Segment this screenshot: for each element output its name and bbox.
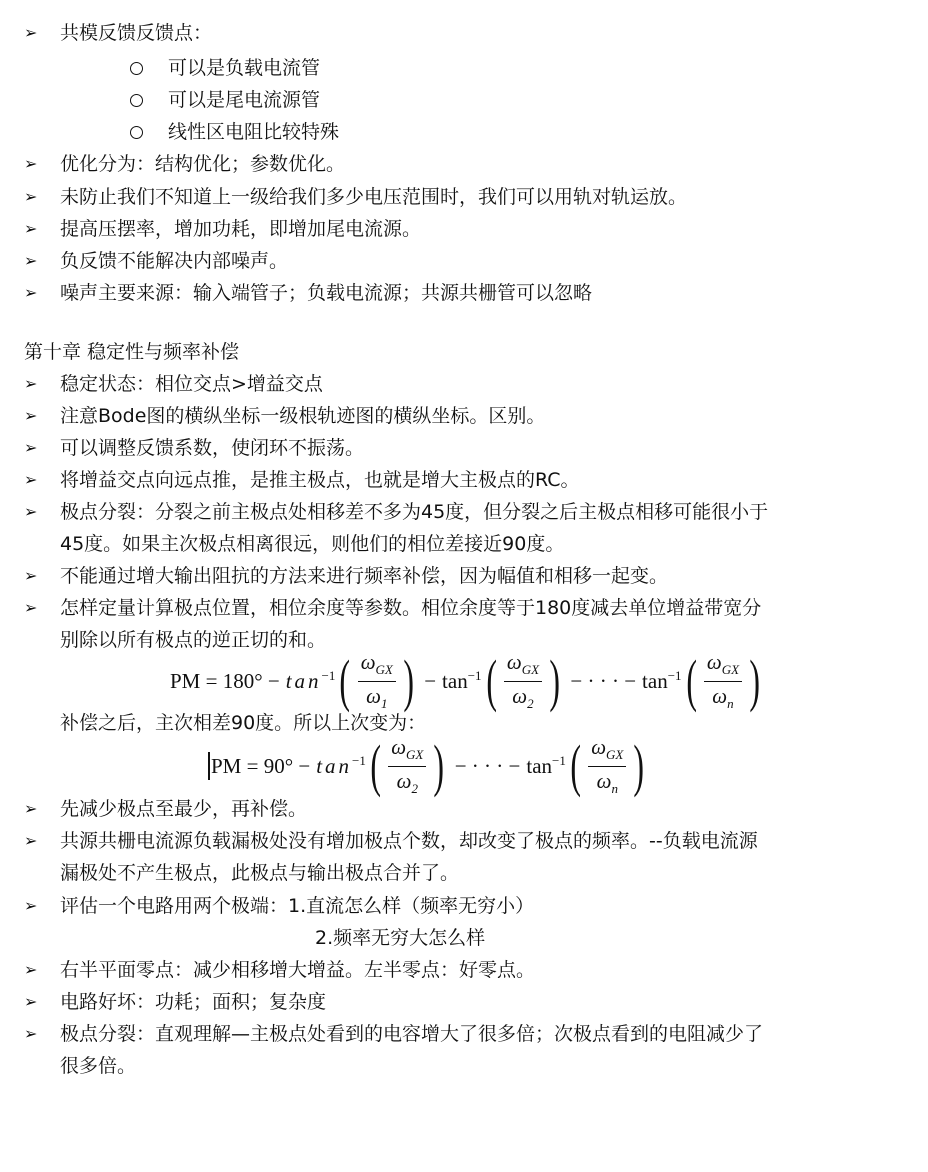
arrow-bullet-icon: ➢ (24, 992, 38, 1011)
fraction: $\frac{\omega_{GX}}{\omega_n}$ (588, 735, 626, 796)
arrow-bullet-icon: ➢ (24, 23, 38, 42)
fraction: $\frac{\omega_{GX}}{\omega_2}$ (388, 735, 426, 796)
bullet-text: 稳定状态：相位交点>增益交点 (60, 373, 323, 395)
arrow-bullet-icon: ➢ (24, 896, 38, 915)
bullet-text: 注意Bode图的横纵坐标一级根轨迹图的横纵坐标。区别。 (60, 405, 546, 427)
arrow-bullet-icon: ➢ (24, 187, 38, 206)
chapter-title: 第十章 稳定性与频率补偿 (24, 341, 240, 363)
arrow-bullet-icon: ➢ (24, 960, 38, 979)
circle-bullet-icon (130, 62, 143, 75)
arrow-bullet-icon: ➢ (24, 831, 38, 850)
arrow-bullet-icon: ➢ (24, 438, 38, 457)
fraction: $\frac{\omega_{GX}}{\omega_n}$ (704, 650, 742, 711)
arrow-bullet-icon: ➢ (24, 1024, 38, 1043)
phase-margin-formula: PM = 180° − $\tan^{-1}$ ( $\frac{\omega_{GX}}{\omega_1}$ ) − $\tan^{-1}$ ( $\frac{\omega_{GX}}{\omega_2}$ ) − · · · − $\tan^{-1}$ ( $\frac{\omega_{GX}}{\omega_n}$ ) (170, 648, 761, 713)
bullet-text: 右半平面零点：减少相移增大增益。左半零点：好零点。 (60, 959, 536, 981)
arrow-bullet-icon: ➢ (24, 219, 38, 238)
bullet-text: 电路好坏：功耗；面积；复杂度 (60, 991, 327, 1013)
arrow-bullet-icon: ➢ (24, 598, 38, 617)
bullet-text: 共源共栅电流源负载漏极处没有增加极点个数，却改变了极点的频率。--负载电流源 (60, 830, 758, 852)
bullet-text: 漏极处不产生极点，此极点与输出极点合并了。 (60, 862, 460, 884)
sub-bullet-text: 可以是负载电流管 (168, 57, 321, 79)
bullet-text: 怎样定量计算极点位置，相位余度等参数。相位余度等于180度减去单位增益带宽分 (60, 597, 762, 619)
arrow-bullet-icon: ➢ (24, 799, 38, 818)
bullet-text: 负反馈不能解决内部噪声。 (60, 250, 289, 272)
formula-lhs: PM = 90° − (211, 753, 311, 778)
arrow-bullet-icon: ➢ (24, 470, 38, 489)
bullet-text: 极点分裂：分裂之前主极点处相移差不多为45度，但分裂之后主极点相移可能很小于 (60, 501, 769, 523)
arrow-bullet-icon: ➢ (24, 154, 38, 173)
bullet-text: 极点分裂：直观理解—主极点处看到的电容增大了很多倍；次极点看到的电阻减少了 (60, 1023, 764, 1045)
circle-bullet-icon (130, 126, 143, 139)
bullet-text: 未防止我们不知道上一级给我们多少电压范围时，我们可以用轨对轨运放。 (60, 186, 688, 208)
circle-bullet-icon (130, 94, 143, 107)
bullet-text: 评估一个电路用两个极端：1.直流怎么样（频率无穷小） (60, 895, 535, 917)
bullet-text: 可以调整反馈系数，使闭环不振荡。 (60, 437, 365, 459)
sub-bullet-text: 线性区电阻比较特殊 (168, 121, 340, 143)
arrow-bullet-icon: ➢ (24, 251, 38, 270)
bullet-text: 先减少极点至最少，再补偿。 (60, 798, 308, 820)
text-cursor (208, 752, 210, 780)
arrow-bullet-icon: ➢ (24, 374, 38, 393)
bullet-text: 2.频率无穷大怎么样 (315, 927, 486, 949)
arrow-bullet-icon: ➢ (24, 566, 38, 585)
arrow-bullet-icon: ➢ (24, 502, 38, 521)
bullet-text: 提高压摆率，增加功耗，即增加尾电流源。 (60, 218, 422, 240)
paragraph-text: 补偿之后，主次相差90度。所以上次变为： (60, 712, 427, 734)
arrow-bullet-icon: ➢ (24, 283, 38, 302)
formula-lhs: PM = 180° − (170, 668, 280, 693)
fraction: $\frac{\omega_{GX}}{\omega_1}$ (358, 650, 396, 711)
arrow-bullet-icon: ➢ (24, 406, 38, 425)
bullet-text: 共模反馈反馈点： (60, 22, 213, 44)
bullet-text: 优化分为：结构优化；参数优化。 (60, 153, 346, 175)
bullet-text: 将增益交点向远点推，是推主极点，也就是增大主极点的RC。 (60, 469, 580, 491)
bullet-text: 45度。如果主次极点相离很远，则他们的相位差接近90度。 (60, 533, 565, 555)
bullet-text: 噪声主要来源：输入端管子；负载电流源；共源共栅管可以忽略 (60, 282, 593, 304)
sub-bullet-text: 可以是尾电流源管 (168, 89, 321, 111)
bullet-text: 别除以所有极点的逆正切的和。 (60, 629, 327, 651)
fraction: $\frac{\omega_{GX}}{\omega_2}$ (504, 650, 542, 711)
compensated-phase-margin-formula: PM = 90° − $\tan^{-1}$ ( $\frac{\omega_{GX}}{\omega_2}$ ) − · · · − $\tan^{-1}$ ( $\frac{\omega_{GX}}{\omega_n}$ ) (208, 735, 649, 797)
bullet-text: 很多倍。 (60, 1055, 137, 1077)
bullet-text: 不能通过增大输出阻抗的方法来进行频率补偿，因为幅值和相移一起变。 (60, 565, 669, 587)
